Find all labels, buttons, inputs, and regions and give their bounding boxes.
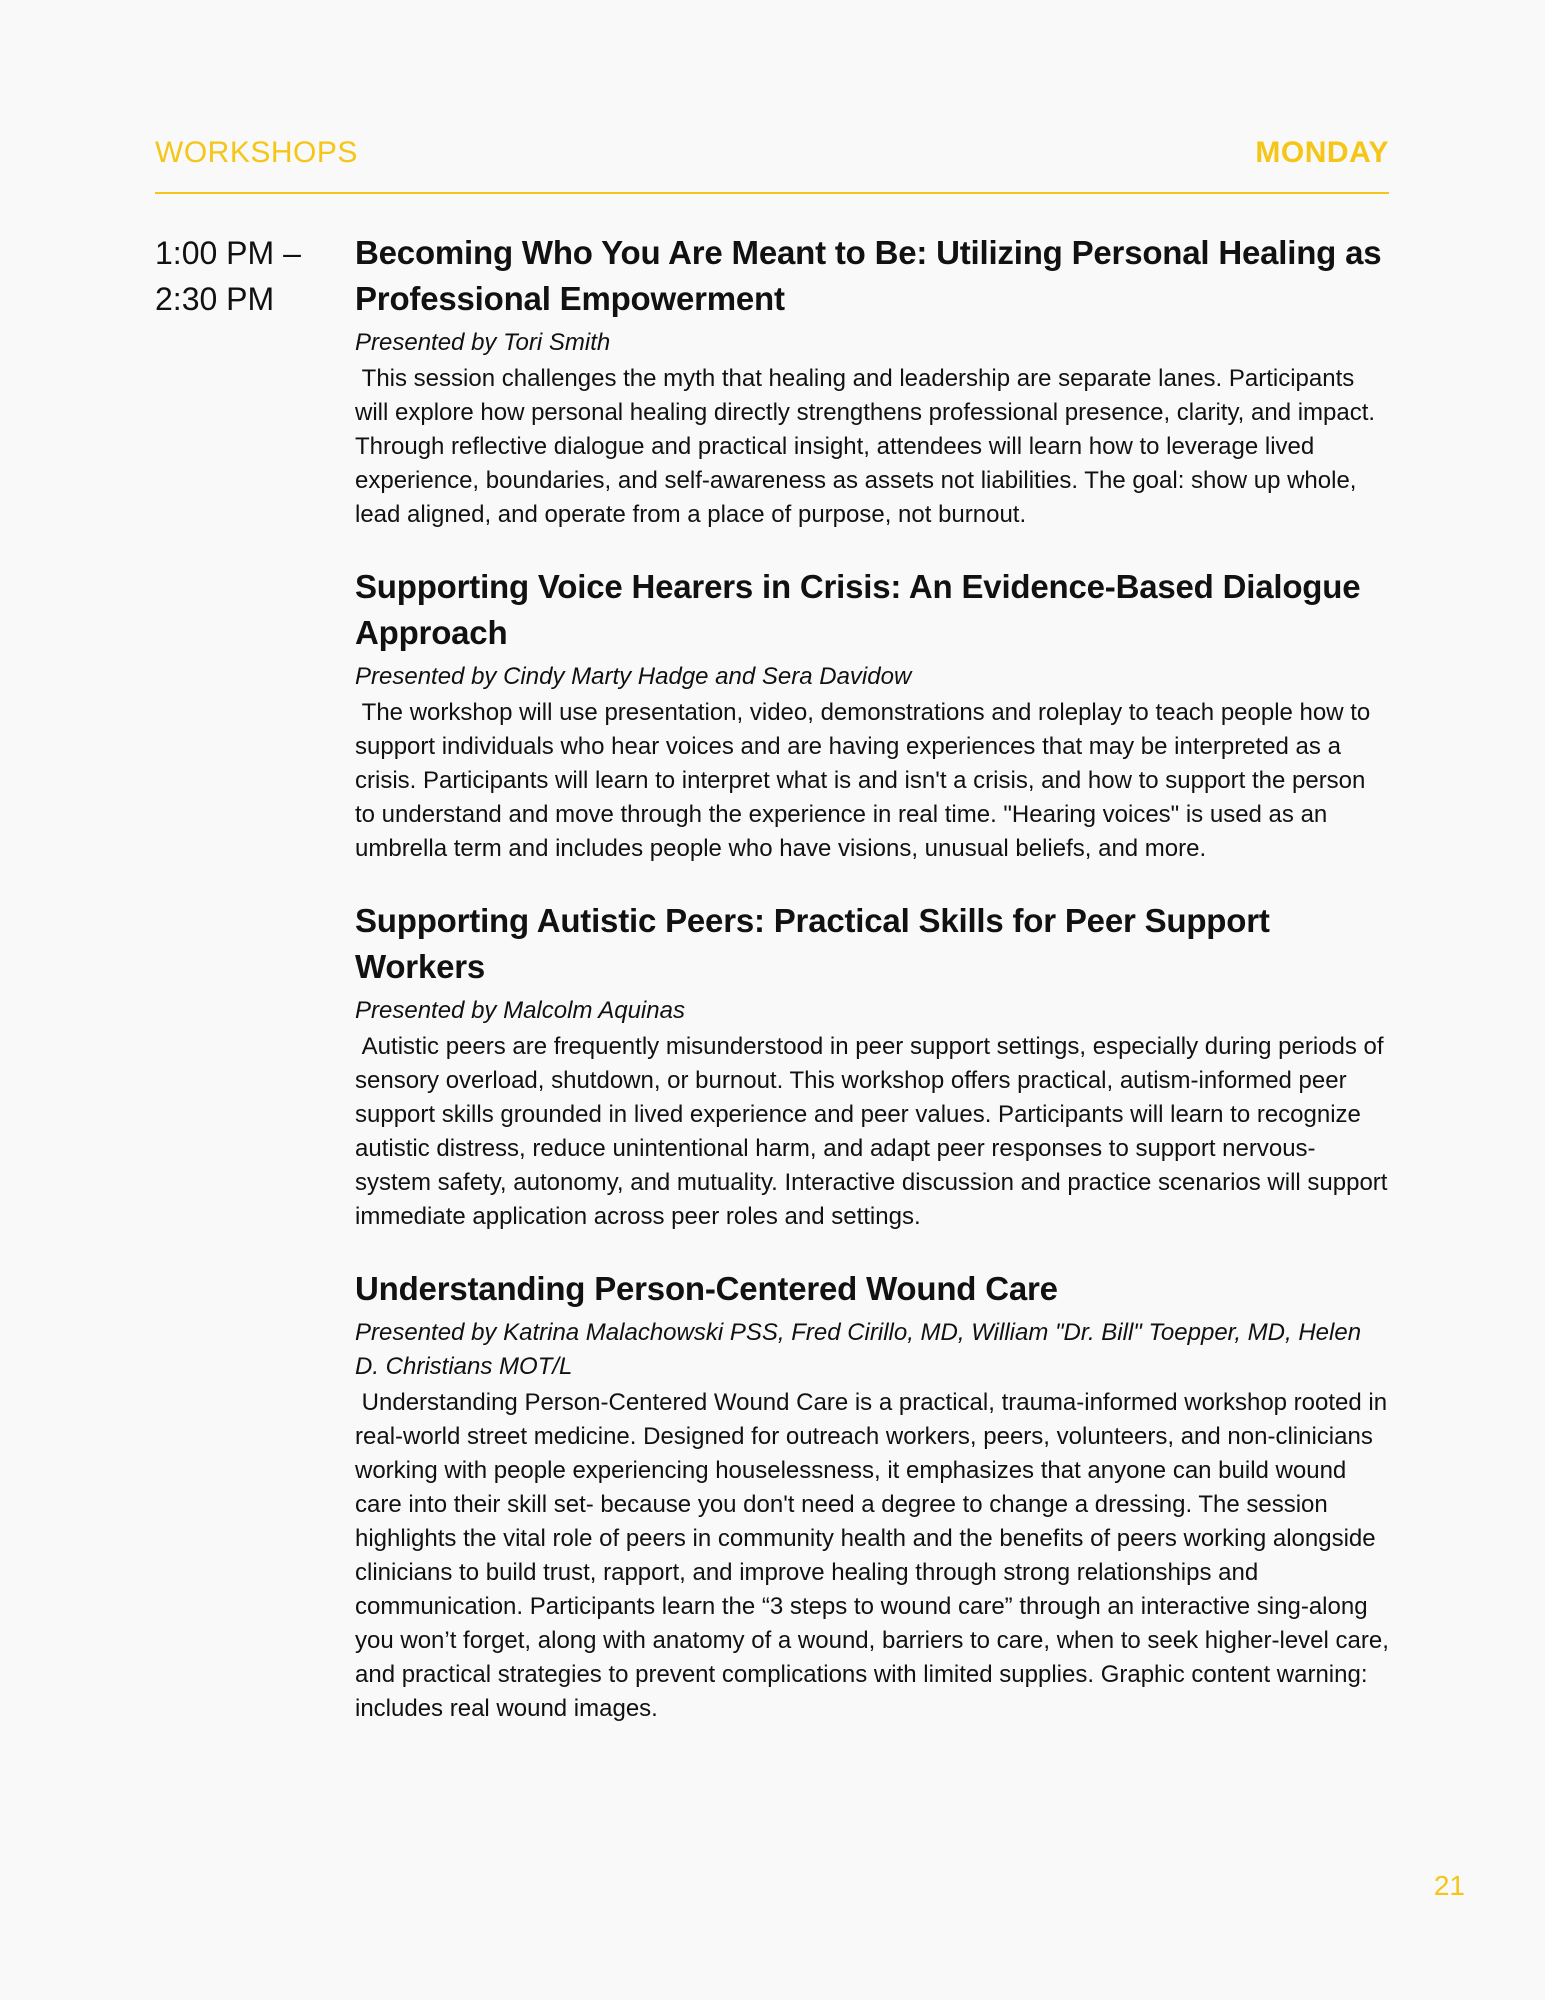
session-description: Understanding Person-Centered Wound Care is a practical, trauma-informed workshop rooted in real-world street medicine. Designed for outreach workers, peers, volunteers, and non-clinicians working with people experiencing houselessness, it emphasizes that anyone can build wound care into their skill set- because you don't need a degree to change a dressing. The session highlights the vital role of peers in community health and the benefits of peers working alongside clinicians to build trust, rapport, and improve healing through strong relationships and communication. Participants learn the “3 steps to wound care” through an interactive sing-along you won’t forget, along with anatomy of a wound, barriers to care, when to seek higher-level care, and practical strategies to prevent complications with limited supplies. Graphic content warning: includes real wound images. xyxy=(355,1389,1396,1722)
session-presenter: Presented by Cindy Marty Hadge and Sera Davidow xyxy=(355,663,912,690)
page-header xyxy=(155,132,1389,194)
time-slot xyxy=(155,230,345,322)
session-item xyxy=(355,898,1395,1234)
session-presenter: Presented by Malcolm Aquinas xyxy=(355,997,685,1024)
session-title: Supporting Voice Hearers in Crisis: An Evidence-Based Dialogue Approach xyxy=(355,568,1361,651)
session-item xyxy=(355,564,1390,866)
session-item xyxy=(355,230,1390,532)
page-number: 21 xyxy=(1433,1870,1465,1901)
day-label: MONDAY xyxy=(1255,136,1389,169)
session-presenter: Presented by Tori Smith xyxy=(355,329,611,356)
session-title: Supporting Autistic Peers: Practical Skills for Peer Support Workers xyxy=(355,902,1270,985)
session-presenter: Presented by Katrina Malachowski PSS, Fred Cirillo, MD, William "Dr. Bill" Toepper, MD, Helen D. Christians MOT/L xyxy=(355,1319,1362,1380)
session-description: Autistic peers are frequently misunderstood in peer support settings, especially during periods of sensory overload, shutdown, or burnout. This workshop offers practical, autism-informed peer support skills grounded in lived experience and peer values. Participants will learn to recognize autistic distress, reduce unintentional harm, and adapt peer responses to support nervous-system safety, autonomy, and mutuality. Interactive discussion and practice scenarios will support immediate application across peer roles and settings. xyxy=(355,1033,1395,1230)
session-description: The workshop will use presentation, video, demonstrations and roleplay to teach people how to support individuals who hear voices and are having experiences that may be interpreted as a crisis. Participants will learn to interpret what is and isn't a crisis, and how to support the person to understand and move through the experience in real time. "Hearing voices" is used as an umbrella term and includes people who have visions, unusual beliefs, and more. xyxy=(355,699,1377,862)
session-description: This session challenges the myth that healing and leadership are separate lanes. Participants will explore how personal healing directly strengthens professional presence, clarity, and impact. Through reflective dialogue and practical insight, attendees will learn how to leverage lived experience, boundaries, and self-awareness as assets not liabilities. The goal: show up whole, lead aligned, and operate from a place of purpose, not burnout. xyxy=(355,365,1382,528)
session-list xyxy=(355,230,1396,1758)
session-item xyxy=(355,1266,1396,1726)
time-end: 2:30 PM xyxy=(155,281,275,317)
session-title: Understanding Person-Centered Wound Care xyxy=(355,1270,1058,1307)
session-title: Becoming Who You Are Meant to Be: Utilizing Personal Healing as Professional Empowerment xyxy=(355,234,1382,317)
section-label: WORKSHOPS xyxy=(155,136,358,169)
time-start: 1:00 PM – xyxy=(155,235,301,271)
